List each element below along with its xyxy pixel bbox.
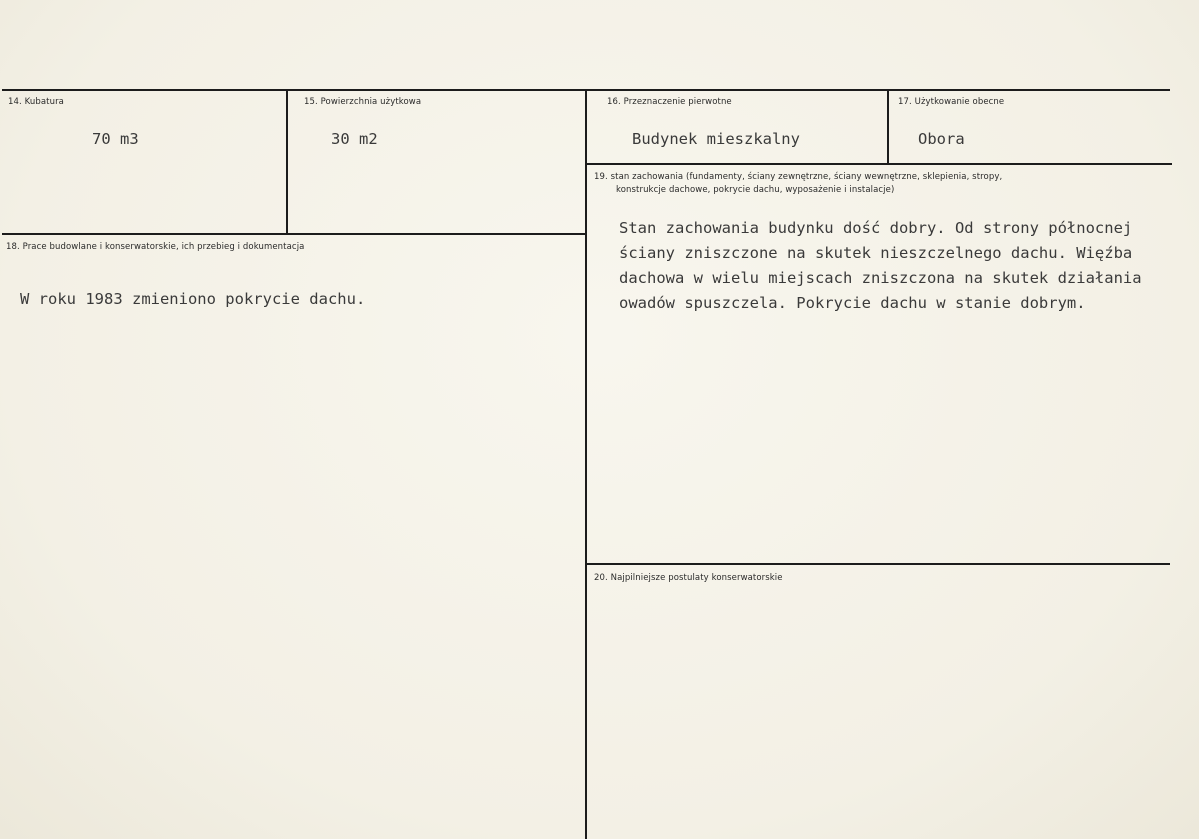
field-17-value: Obora xyxy=(918,130,965,148)
field-19-line: owadów spuszczela. Pokrycie dachu w stanie dobrym. xyxy=(619,294,1086,312)
rule-h-14-15 xyxy=(2,233,586,235)
field-19-line: ściany zniszczone na skutek nieszczelnego dachu. Więźba xyxy=(619,244,1133,262)
rule-h-16-17 xyxy=(586,163,1172,165)
field-19-line: dachowa w wielu miejscach zniszczona na skutek działania xyxy=(619,269,1142,287)
divider-v-1 xyxy=(286,90,288,234)
field-15-value: 30 m2 xyxy=(331,130,378,148)
field-15-label: 15. Powierzchnia użytkowa xyxy=(304,97,422,107)
field-14-label: 14. Kubatura xyxy=(8,97,64,107)
field-18-value: W roku 1983 zmieniono pokrycie dachu. xyxy=(20,290,366,308)
field-19-label-line2: konstrukcje dachowe, pokrycie dachu, wyposażenie i instalacje) xyxy=(616,185,895,195)
field-19-label-line1: 19. stan zachowania (fundamenty, ściany zewnętrzne, ściany wewnętrzne, sklepienia, stropy, xyxy=(594,172,1003,182)
field-14-value: 70 m3 xyxy=(92,130,139,148)
field-18-label: 18. Prace budowlane i konserwatorskie, ich przebieg i dokumentacja xyxy=(6,242,305,252)
divider-v-3 xyxy=(887,90,889,164)
field-19-line: Stan zachowania budynku dość dobry. Od strony północnej xyxy=(619,219,1133,237)
field-19-text xyxy=(619,216,1142,316)
divider-v-center xyxy=(585,90,587,839)
field-16-label: 16. Przeznaczenie pierwotne xyxy=(607,97,732,107)
field-20-label: 20. Najpilniejsze postulaty konserwatorskie xyxy=(594,573,783,583)
field-16-value: Budynek mieszkalny xyxy=(632,130,800,148)
field-17-label: 17. Użytkowanie obecne xyxy=(898,97,1005,107)
rule-h-19-20 xyxy=(586,563,1170,565)
